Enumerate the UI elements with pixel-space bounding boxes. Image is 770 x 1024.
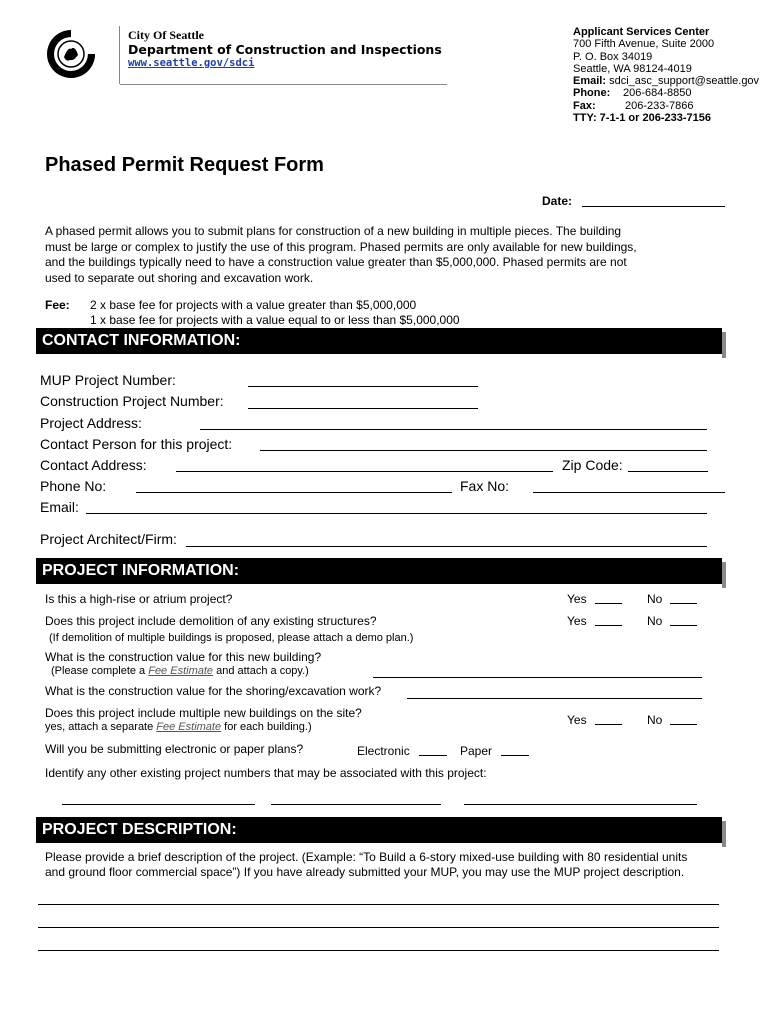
construction-project-number-label: Construction Project Number:: [40, 393, 224, 409]
fee-estimate-link[interactable]: Fee Estimate: [148, 665, 214, 677]
center-title: Applicant Services Center: [573, 26, 710, 38]
contact-heading-text: CONTACT INFORMATION:: [42, 332, 241, 349]
other-project-number-field-2[interactable]: [271, 804, 441, 805]
fax-no-field[interactable]: [533, 492, 725, 493]
construction-value-field[interactable]: [373, 677, 702, 678]
highrise-no-field[interactable]: [670, 603, 697, 604]
contact-person-field[interactable]: [260, 450, 707, 451]
electronic-label: Electronic: [357, 744, 410, 758]
multiple-buildings-question: Does this project include multiple new buildings on the site?: [45, 706, 362, 720]
paper-label: Paper: [460, 744, 493, 758]
intro-line-1: A phased permit allows you to submit plans for construction of a new building in multiple pieces. The building: [45, 224, 622, 238]
multiple-buildings-no-label: No: [647, 713, 663, 727]
department-url[interactable]: www.seattle.gov/sdci: [128, 57, 255, 69]
construction-value-note: [51, 665, 309, 677]
email-label: Email:: [573, 75, 607, 88]
fee-estimate-link-2[interactable]: Fee Estimate: [156, 721, 222, 733]
mup-project-number-field[interactable]: [248, 386, 478, 387]
highrise-yes-label: Yes: [567, 592, 587, 606]
phone-no-label: Phone No:: [40, 478, 107, 494]
highrise-yes-field[interactable]: [595, 603, 622, 604]
demolition-no-label: No: [647, 614, 663, 628]
multiple-buildings-note-a: yes, attach a separate: [45, 721, 157, 733]
demolition-note: (If demolition of multiple buildings is proposed, please attach a demo plan.): [49, 632, 414, 644]
email-field[interactable]: [86, 513, 707, 514]
construction-value-note-b: and attach a copy.): [213, 665, 309, 677]
highrise-no-label: No: [647, 592, 663, 606]
fee-line-1: 2 x base fee for projects with a value greater than $5,000,000: [90, 298, 417, 312]
fee-label: Fee:: [45, 298, 70, 312]
other-project-number-field-1[interactable]: [62, 804, 255, 805]
project-address-label: Project Address:: [40, 415, 142, 431]
intro-line-4: used to separate out shoring and excavation work.: [45, 270, 314, 285]
shoring-value-question: What is the construction value for the shoring/excavation work?: [45, 684, 382, 698]
phone-label: Phone:: [573, 87, 611, 100]
seattle-logo: [44, 27, 98, 81]
phone-value: 206-684-8850: [623, 87, 692, 100]
highrise-question: Is this a high-rise or atrium project?: [45, 592, 233, 606]
department-name: Department of Construction and Inspections: [128, 42, 442, 57]
plans-question: Will you be submitting electronic or paper plans?: [45, 742, 304, 756]
description-line-1: Please provide a brief description of the project. (Example: “To Build a 6-story mixed-use building with 80 residential units: [45, 850, 688, 864]
fax-value: 206-233-7866: [625, 99, 694, 112]
multiple-buildings-note: [45, 721, 312, 733]
description-field-line-2[interactable]: [38, 927, 719, 928]
intro-paragraph: [45, 224, 637, 286]
multiple-buildings-no-field[interactable]: [670, 724, 697, 725]
multiple-buildings-note-b: for each building.): [221, 721, 312, 733]
description-instructions: [45, 850, 687, 880]
demolition-yes-field[interactable]: [595, 625, 622, 626]
description-heading-text: PROJECT DESCRIPTION:: [42, 821, 237, 838]
center-address-2: P. O. Box 34019: [573, 50, 653, 63]
email-value: sdci_asc_support@seattle.gov: [609, 75, 760, 88]
contact-information-heading: [36, 328, 722, 354]
multiple-buildings-yes-field[interactable]: [595, 724, 622, 725]
center-address-1: 700 Fifth Avenue, Suite 2000: [573, 38, 715, 51]
description-line-2: and ground floor commercial space”) If you have already submitted your MUP, you may use the MUP project description.: [45, 865, 685, 879]
other-project-number-field-3[interactable]: [464, 804, 697, 805]
mup-project-number-label: MUP Project Number:: [40, 372, 176, 388]
center-tty: TTY: 7-1-1 or 206-233-7156: [573, 112, 711, 125]
description-field-line-3[interactable]: [38, 950, 719, 951]
intro-line-2: must be large or complex to justify the use of this program. Phased permits are only available for new buildings,: [45, 239, 637, 254]
project-address-field[interactable]: [200, 429, 707, 430]
date-field[interactable]: [582, 206, 725, 207]
header-divider: [120, 84, 447, 85]
demolition-question: Does this project include demolition of any existing structures?: [45, 614, 377, 628]
center-phone: [573, 87, 759, 99]
description-field-line-1[interactable]: [38, 904, 719, 905]
intro-line-3: and the buildings typically need to have a construction value greater than $5,000,000. Phased permits are not: [45, 255, 627, 269]
city-name: City Of Seattle: [128, 28, 204, 42]
contact-address-field[interactable]: [176, 471, 553, 472]
email-label: Email:: [40, 499, 79, 515]
multiple-buildings-yes-label: Yes: [567, 713, 587, 727]
zip-code-field[interactable]: [628, 471, 708, 472]
project-heading-text: PROJECT INFORMATION:: [42, 562, 240, 579]
center-address-3: Seattle, WA 98124-4019: [573, 62, 692, 75]
contact-person-label: Contact Person for this project:: [40, 436, 233, 452]
demolition-yes-label: Yes: [567, 614, 587, 628]
construction-project-number-field[interactable]: [248, 408, 478, 409]
demolition-no-field[interactable]: [670, 625, 697, 626]
header-divider-vertical: [119, 26, 120, 84]
construction-value-question: What is the construction value for this new building?: [45, 650, 322, 664]
center-email: [573, 75, 759, 87]
contact-address-label: Contact Address:: [40, 457, 147, 473]
fax-no-label: Fax No:: [460, 478, 510, 494]
project-architect-field[interactable]: [186, 546, 707, 547]
shoring-value-field[interactable]: [407, 698, 702, 699]
construction-value-note-a: (Please complete a: [51, 665, 149, 677]
fee-line-2: 1 x base fee for projects with a value equal to or less than $5,000,000: [90, 313, 460, 327]
date-label: Date:: [542, 194, 573, 208]
electronic-field[interactable]: [419, 755, 447, 756]
other-project-numbers-question: Identify any other existing project numbers that may be associated with this project:: [45, 766, 487, 780]
project-description-heading: [36, 817, 722, 843]
project-architect-label: Project Architect/Firm:: [40, 531, 177, 547]
phone-no-field[interactable]: [136, 492, 452, 493]
center-fax: [573, 100, 759, 112]
page-title: Phased Permit Request Form: [45, 154, 324, 176]
fax-label: Fax:: [573, 99, 596, 112]
zip-code-label: Zip Code:: [562, 457, 623, 473]
paper-field[interactable]: [501, 755, 529, 756]
project-information-heading: [36, 558, 722, 584]
applicant-services-center: [573, 26, 759, 124]
